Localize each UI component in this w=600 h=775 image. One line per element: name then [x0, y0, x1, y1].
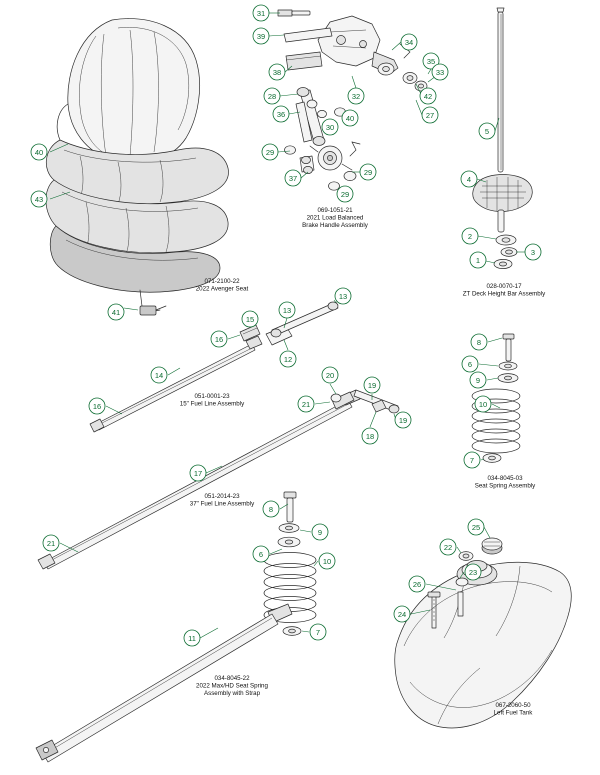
- fuel-line-15-drawing: [90, 300, 338, 432]
- callout-40[interactable]: [342, 110, 358, 126]
- callout-number: 36: [276, 110, 286, 119]
- assembly-description: Brake Handle Assembly: [302, 222, 368, 229]
- callout-number: 4: [466, 175, 472, 184]
- callout-number: 7: [469, 456, 475, 465]
- callout-2[interactable]: [462, 228, 478, 244]
- callout-8b[interactable]: [263, 501, 279, 517]
- callout-36[interactable]: [273, 106, 289, 122]
- callout-29c[interactable]: [337, 186, 353, 202]
- callout-1[interactable]: [470, 252, 486, 268]
- caption-fuel-line-15-assembly: [180, 393, 245, 408]
- callout-28[interactable]: [264, 88, 280, 104]
- callout-number: 5: [484, 127, 490, 136]
- part-number: 051-2014-23: [204, 493, 240, 500]
- callout-26[interactable]: [409, 576, 425, 592]
- callout-39[interactable]: [253, 28, 269, 44]
- callout-6b[interactable]: [253, 546, 269, 562]
- callout-number: 10: [322, 557, 332, 566]
- callout-number: 25: [471, 523, 481, 532]
- callout-number: 6: [258, 550, 264, 559]
- callout-number: 7: [315, 628, 321, 637]
- callout-number: 28: [267, 92, 277, 101]
- part-number: 069-1051-21: [317, 207, 353, 214]
- callout-number: 2: [467, 232, 473, 241]
- callout-18[interactable]: [362, 428, 378, 444]
- part-number: 067-2060-50: [495, 702, 531, 709]
- caption-deck-height-bar-assembly: [463, 283, 546, 298]
- assembly-description: 37" Fuel Line Assembly: [189, 500, 255, 508]
- assembly-description: 2021 Load Balanced: [306, 214, 364, 222]
- assembly-description: 15" Fuel Line Assembly: [179, 400, 245, 408]
- callout-20[interactable]: [322, 367, 338, 383]
- caption-fuel-line-37-assembly: [190, 493, 255, 508]
- callout-number: 14: [154, 371, 164, 380]
- callout-number: 26: [412, 580, 422, 589]
- seat-assembly-drawing: [46, 19, 229, 315]
- callout-34[interactable]: [401, 34, 417, 50]
- callout-number: 10: [478, 400, 488, 409]
- assembly-description: Left Fuel Tank: [493, 709, 533, 717]
- callout-19a[interactable]: [364, 377, 380, 393]
- callout-number: 30: [325, 123, 335, 132]
- callout-7a[interactable]: [464, 452, 480, 468]
- callout-number: 16: [92, 402, 102, 411]
- callout-number: 42: [423, 92, 433, 101]
- callout-13b[interactable]: [335, 288, 351, 304]
- callout-number: 3: [530, 248, 536, 257]
- callout-number: 40: [34, 148, 44, 157]
- callout-21a[interactable]: [298, 396, 314, 412]
- caption-left-fuel-tank-assembly: [494, 702, 534, 717]
- callout-number: 19: [398, 416, 408, 425]
- assembly-description: 2022 Max/HD Seat Spring: [196, 682, 268, 690]
- callout-number: 18: [365, 432, 375, 441]
- callout-3[interactable]: [525, 244, 541, 260]
- callout-21b[interactable]: [43, 535, 59, 551]
- callout-4[interactable]: [461, 171, 477, 187]
- callout-25[interactable]: [468, 519, 484, 535]
- deck-height-bar-drawing: [473, 8, 536, 269]
- callout-41[interactable]: [108, 304, 124, 320]
- callout-16b[interactable]: [89, 398, 105, 414]
- callout-16a[interactable]: [211, 331, 227, 347]
- callout-number: 32: [351, 92, 361, 101]
- callout-number: 9: [317, 528, 323, 537]
- callout-number: 8: [268, 505, 274, 514]
- assembly-description: 2022 Avenger Seat: [195, 285, 249, 293]
- callout-number: 1: [475, 256, 481, 265]
- callout-number: 39: [256, 32, 266, 41]
- callout-9a[interactable]: [470, 372, 486, 388]
- callout-number: 23: [468, 568, 478, 577]
- part-number: 071-2100-22: [204, 278, 240, 285]
- callout-43[interactable]: [31, 191, 47, 207]
- callout-17[interactable]: [190, 465, 206, 481]
- callout-number: 24: [397, 610, 407, 619]
- callout-number: 21: [46, 539, 56, 548]
- part-number: 034-8045-22: [214, 675, 250, 682]
- callout-number: 11: [188, 634, 196, 643]
- callout-9b[interactable]: [312, 524, 328, 540]
- callout-number: 12: [283, 355, 293, 364]
- callout-24[interactable]: [394, 606, 410, 622]
- callout-13a[interactable]: [279, 302, 295, 318]
- caption-seat-assembly: [196, 278, 249, 293]
- callout-number: 43: [34, 195, 44, 204]
- callout-number: 22: [443, 543, 453, 552]
- callout-29b[interactable]: [360, 164, 376, 180]
- part-number: 051-0001-23: [194, 393, 230, 400]
- callout-7b[interactable]: [310, 624, 326, 640]
- callout-number: 29: [340, 190, 350, 199]
- callout-number: 17: [193, 469, 203, 478]
- callout-number: 29: [265, 148, 275, 157]
- callout-10b[interactable]: [319, 553, 335, 569]
- caption-load-balanced-brake-handle-assembly: [302, 207, 369, 229]
- callout-12[interactable]: [280, 351, 296, 367]
- callout-number: 9: [475, 376, 481, 385]
- callout-5[interactable]: [479, 123, 495, 139]
- callout-number: 6: [467, 360, 473, 369]
- callout-15[interactable]: [242, 311, 258, 327]
- callout-number: 16: [214, 335, 224, 344]
- assembly-description: ZT Deck Height Bar Assembly: [462, 290, 546, 298]
- max-hd-seat-spring-drawing: [36, 492, 321, 762]
- callout-38[interactable]: [269, 64, 285, 80]
- callout-number: 31: [256, 9, 266, 18]
- callout-30[interactable]: [322, 119, 338, 135]
- callout-number: 40: [345, 114, 355, 123]
- callout-40s[interactable]: [31, 144, 47, 160]
- callout-22[interactable]: [440, 539, 456, 555]
- part-number: 028-0070-17: [486, 283, 522, 290]
- callout-6a[interactable]: [462, 356, 478, 372]
- callout-number: 13: [282, 306, 292, 315]
- assembly-description: Seat Spring Assembly: [474, 482, 536, 490]
- callout-number: 19: [367, 381, 377, 390]
- callout-number: 27: [425, 111, 435, 120]
- part-number: 034-8045-03: [487, 475, 523, 482]
- callout-42[interactable]: [420, 88, 436, 104]
- callout-27[interactable]: [422, 107, 438, 123]
- callout-33[interactable]: [432, 64, 448, 80]
- callout-number: 15: [245, 315, 255, 324]
- callout-number: 35: [426, 57, 436, 66]
- callout-11[interactable]: [184, 630, 200, 646]
- callout-32[interactable]: [348, 88, 364, 104]
- caption-seat-spring-assembly: [475, 475, 536, 490]
- assembly-description: Assembly with Strap: [203, 690, 261, 697]
- callout-number: 8: [476, 338, 482, 347]
- callout-10a[interactable]: [475, 396, 491, 412]
- callout-number: 38: [272, 68, 282, 77]
- callout-8a[interactable]: [471, 334, 487, 350]
- caption-max-hd-seat-spring-assembly-with-strap: [196, 675, 268, 697]
- callout-29a[interactable]: [262, 144, 278, 160]
- callout-number: 29: [363, 168, 373, 177]
- callout-23[interactable]: [465, 564, 481, 580]
- callout-number: 21: [301, 400, 311, 409]
- callout-14[interactable]: [151, 367, 167, 383]
- callout-37[interactable]: [285, 170, 301, 186]
- callout-number: 34: [404, 38, 414, 47]
- left-fuel-tank-drawing: [395, 527, 572, 728]
- callout-number: 41: [111, 308, 121, 317]
- callout-number: 13: [338, 292, 348, 301]
- callout-number: 37: [288, 174, 298, 183]
- callout-19b[interactable]: [395, 412, 411, 428]
- callout-number: 33: [435, 68, 445, 77]
- callout-number: 20: [325, 371, 335, 380]
- callout-31[interactable]: [253, 5, 269, 21]
